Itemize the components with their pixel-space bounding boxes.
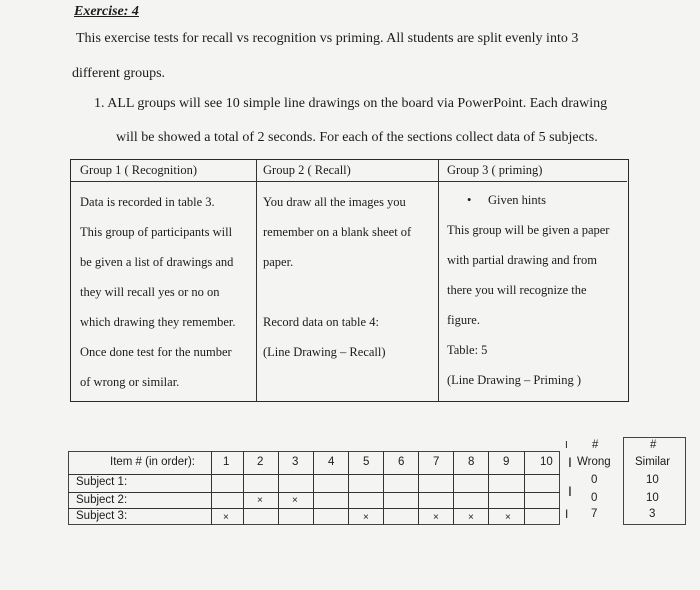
- wrong-value: 0: [591, 492, 598, 504]
- group-3-line: figure.: [447, 313, 480, 327]
- tick-mark: I: [565, 440, 568, 451]
- x-mark: ×: [363, 512, 369, 523]
- item-number: 10: [540, 456, 553, 468]
- group-3-line: This group will be given a paper: [447, 223, 610, 237]
- item-number: 9: [503, 456, 510, 468]
- item-number: 3: [292, 456, 299, 468]
- group-2-line: You draw all the images you: [263, 195, 406, 209]
- item-number: 2: [257, 456, 264, 468]
- grid-line: [211, 451, 212, 525]
- wrong-hash: #: [592, 439, 599, 451]
- group-3-line: there you will recognize the: [447, 283, 587, 297]
- item-number: 8: [468, 456, 475, 468]
- group-2-line: remember on a blank sheet of: [263, 225, 412, 239]
- item-number: 1: [223, 456, 230, 468]
- grid-line: [348, 451, 349, 525]
- x-mark: ×: [505, 512, 511, 523]
- group-2-line: paper.: [263, 255, 294, 269]
- group-2-line: Record data on table 4:: [263, 315, 379, 329]
- grid-line: [243, 451, 244, 525]
- grid-line: [68, 508, 560, 509]
- similar-value: 3: [649, 508, 656, 520]
- wrong-value: 7: [591, 508, 598, 520]
- group-3-line: with partial drawing and from: [447, 253, 597, 267]
- group-3-line: Given hints: [488, 193, 546, 207]
- item-header: Item # (in order):: [110, 456, 195, 468]
- item-number: 5: [363, 456, 370, 468]
- group-1-line: be given a list of drawings and: [80, 255, 234, 269]
- subject-label: Subject 3:: [76, 510, 128, 522]
- group-3-line: (Line Drawing – Priming ): [447, 373, 582, 387]
- intro-line-2: different groups.: [72, 66, 166, 81]
- grid-line: [488, 451, 489, 525]
- group-1-column: [71, 160, 257, 401]
- group-3-header: Group 3 ( priming): [447, 163, 543, 177]
- intro-line-1: This exercise tests for recall vs recognition vs priming. All students are split evenly into 3: [76, 31, 579, 46]
- item-number: 4: [328, 456, 335, 468]
- similar-hash: #: [650, 439, 657, 451]
- tick-mark: I: [568, 483, 572, 499]
- group-3-line: Table: 5: [447, 343, 488, 357]
- item-number: 6: [398, 456, 405, 468]
- exercise-title: Exercise: 4: [74, 4, 139, 19]
- wrong-label: Wrong: [577, 456, 611, 468]
- group-1-header-cell: [71, 160, 256, 182]
- x-mark: ×: [223, 512, 229, 523]
- x-mark: ×: [292, 495, 298, 506]
- group-1-line: which drawing they remember.: [80, 315, 236, 329]
- x-mark: ×: [433, 512, 439, 523]
- similar-value: 10: [646, 474, 659, 486]
- grid-line: [418, 451, 419, 525]
- grid-line: [68, 492, 560, 493]
- group-1-line: Data is recorded in table 3.: [80, 195, 215, 209]
- group-1-line: they will recall yes or no on: [80, 285, 220, 299]
- subject-label: Subject 1:: [76, 476, 128, 488]
- group-2-column: [257, 160, 439, 401]
- group-1-line: Once done test for the number: [80, 345, 232, 359]
- group-1-line: This group of participants will: [80, 225, 233, 239]
- subject-label: Subject 2:: [76, 494, 128, 506]
- list-item-1-line-2: will be showed a total of 2 seconds. For each of the sections collect data of 5 subjects.: [116, 130, 598, 145]
- group-1-line: of wrong or similar.: [80, 375, 180, 389]
- grid-line: [278, 451, 279, 525]
- x-mark: ×: [257, 495, 263, 506]
- group-3-header-cell: [439, 160, 627, 182]
- grid-line: [453, 451, 454, 525]
- grid-line: [68, 474, 560, 475]
- group-2-line: (Line Drawing – Recall): [263, 345, 386, 359]
- list-item-1-line-1: 1. ALL groups will see 10 simple line drawings on the board via PowerPoint. Each drawing: [94, 96, 608, 111]
- item-number: 7: [433, 456, 440, 468]
- group-2-header-cell: [257, 160, 438, 182]
- bullet-icon: •: [467, 193, 472, 207]
- tick-mark: I: [568, 454, 572, 470]
- grid-line: [524, 451, 525, 525]
- similar-value: 10: [646, 492, 659, 504]
- group-3-column: [439, 160, 627, 401]
- grid-line: [383, 451, 384, 525]
- groups-table: [70, 159, 629, 402]
- tick-mark: I: [565, 507, 569, 521]
- group-1-header: Group 1 ( Recognition): [80, 163, 197, 177]
- x-mark: ×: [468, 512, 474, 523]
- similar-label: Similar: [635, 456, 671, 468]
- grid-line: [313, 451, 314, 525]
- wrong-value: 0: [591, 474, 598, 486]
- group-2-header: Group 2 ( Recall): [263, 163, 351, 177]
- results-table: [68, 437, 686, 527]
